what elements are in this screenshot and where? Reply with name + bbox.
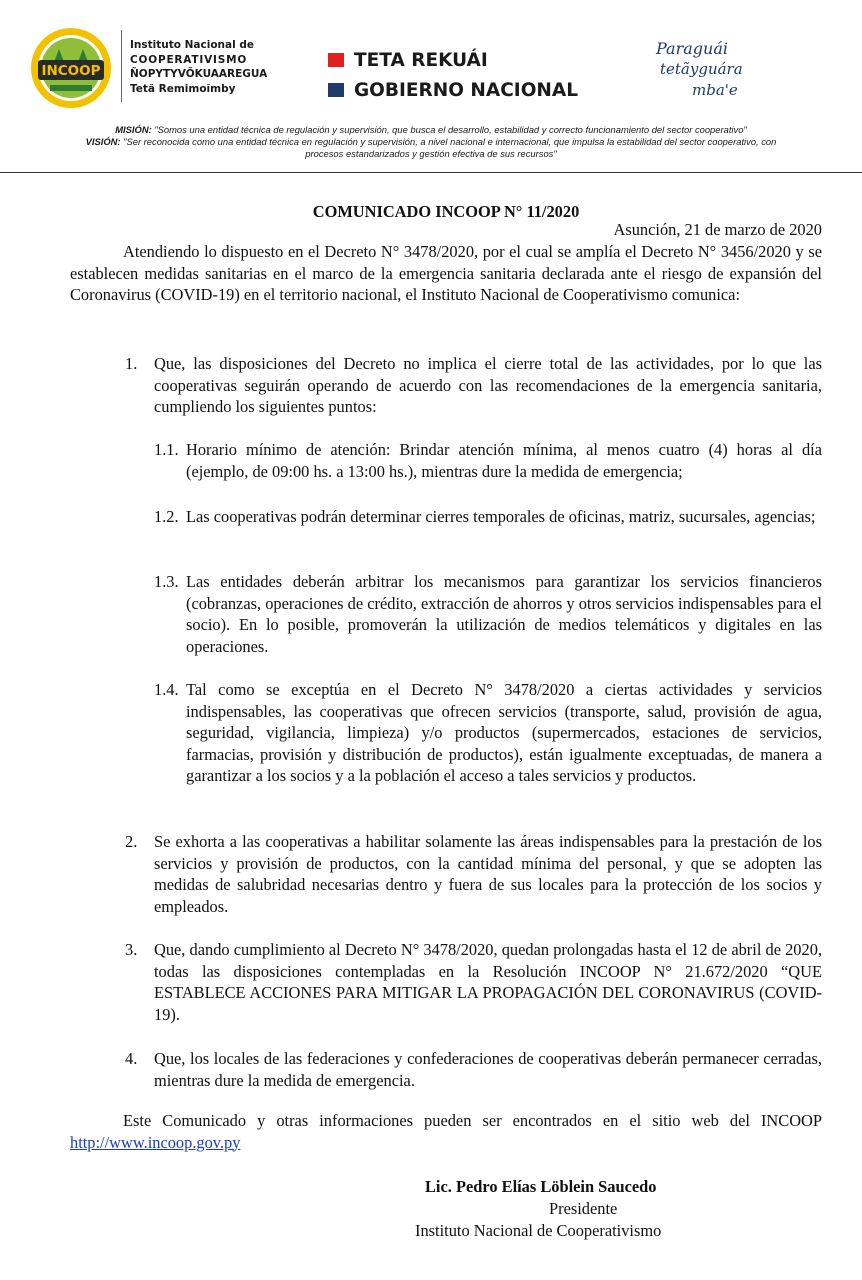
institute-line-1: Instituto Nacional de [130,39,254,51]
institute-line-3: ÑOPYTYVÕKUAAREGUA [130,68,268,80]
gov-line-1: TETA REKUÁI [354,49,488,71]
mission-line [0,124,862,136]
list-item: Las cooperativas podrán determinar cierres temporales de oficinas, matriz, sucursales, agencias; [186,507,816,526]
vision-line-2: procesos estandarizados y gestión efectiva de sus recursos" [305,148,557,159]
closing-paragraph [70,1110,822,1153]
blue-square-icon [328,83,344,97]
incoop-logo [28,27,114,109]
institute-line-2: COOPERATIVISMO [130,53,248,66]
logo-text: INCOOP [41,63,101,79]
item-number: 2. [125,832,138,851]
item-number: 3. [125,940,138,959]
header-rule [0,172,862,173]
script-line-2: tetãyguára [660,60,743,78]
item-number: 4. [125,1049,138,1068]
closing-text: Este Comunicado y otras informaciones pueden ser encontrados en el sitio web del INCOOP [123,1111,822,1130]
script-line-3: mba'e [692,81,738,99]
list-item: Que, dando cumplimiento al Decreto N° 3478/2020, quedan prolongadas hasta el 12 de abril de 2020, todas las disposiciones contempladas en la Resolución INCOOP N° 21.672/2020 “QUE ESTABLECE ACCIONES PARA MITIGAR LA PROPAGACIÓN DEL CORONAVIRUS (COVID-19). [154,940,822,1024]
list-item: Se exhorta a las cooperativas a habilitar solamente las áreas indispensables para la prestación de los servicios y provisión de productos, con la cantidad mínima del personal, y que se adopten las medidas de salubridad necesarias dentro y fuera de sus locales para la protección de los socios y empleados. [154,832,822,916]
signatory-role: Presidente [549,1199,618,1218]
list-item: Que, los locales de las federaciones y confederaciones de cooperativas deberán permanecer cerradas, mientras dure la medida de emergencia. [154,1049,822,1090]
script-line-1: Paraguái [656,39,728,58]
letterhead [0,0,862,172]
website-link[interactable]: http://www.incoop.gov.py [70,1132,241,1152]
list-item: Las entidades deberán arbitrar los mecanismos para garantizar los servicios financieros (cobranzas, operaciones de crédito, extracción de ahorros y otros servicios indispensables para el socio). En lo posible, promoverán la utilización de medios telemáticos y digitales en las operaciones. [186,572,822,656]
institute-name [130,38,267,96]
mission-text: "Somos una entidad técnica de regulación y supervisión, que busca el desarrollo, estabilidad y correcto funcionamiento del sector cooperativo" [151,124,747,135]
institute-line-4: Tetã Remimoĩmby [130,82,236,95]
signatory-organization: Instituto Nacional de Cooperativismo [415,1221,662,1240]
vision-text: "Ser reconocida como una entidad técnica en regulación y supervisión, a nivel nacional e internacional, que impulsa la estabilidad del sector cooperativo, con [120,136,777,147]
vision-label: VISIÓN: [85,136,121,147]
subitem-number: 1.2. [154,507,179,526]
list-item: Tal como se exceptúa en el Decreto N° 3478/2020 a ciertas actividades y servicios indispensables, las cooperativas que ofrecen servicios (transporte, salud, provisión de agua, seguridad, vigilancia, limpieza) y/o productos (supermercados, estaciones de servicios, farmacias, provisión y distribución de productos), están igualmente exceptuadas, de manera a garantizar a los socios y a la población el acceso a tales servicios y productos. [186,680,822,785]
communique-title: COMUNICADO INCOOP N° 11/2020 [312,202,580,221]
communique-date: Asunción, 21 de marzo de 2020 [613,220,822,239]
signatory-name: Lic. Pedro Elías Löblein Saucedo [425,1177,657,1196]
logo-divider [121,30,122,102]
item-number: 1. [125,354,138,373]
mission-vision [0,124,862,160]
gov-line-2: GOBIERNO NACIONAL [354,79,579,101]
mission-label: MISIÓN: [115,124,152,135]
paraguay-script-logo [652,34,752,102]
government-brand [328,45,578,105]
intro-paragraph: Atendiendo lo dispuesto en el Decreto N° 3478/2020, por el cual se amplía el Decreto N° 3456/2020 y se establecen medidas sanitarias en el marco de la emergencia sanitaria declarada ante el riesgo de expansión del Coronavirus (COVID-19) en el territorio nacional, el Instituto Nacional de Cooperativismo comunica: [70,242,822,304]
list-item: Horario mínimo de atención: Brindar atención mínima, al menos cuatro (4) horas al día (ejemplo, de 09:00 hs. a 13:00 hs.), mientras dure la medida de emergencia; [186,440,822,481]
list-item: Que, las disposiciones del Decreto no implica el cierre total de las actividades, por lo que las cooperativas seguirán operando de acuerdo con las recomendaciones de la emergencia sanitaria, cumpliendo los siguientes puntos: [154,354,822,416]
subitem-number: 1.1. [154,440,179,459]
subitem-number: 1.4. [154,680,179,699]
vision-line [0,136,862,148]
subitem-number: 1.3. [154,572,179,591]
red-square-icon [328,53,344,67]
